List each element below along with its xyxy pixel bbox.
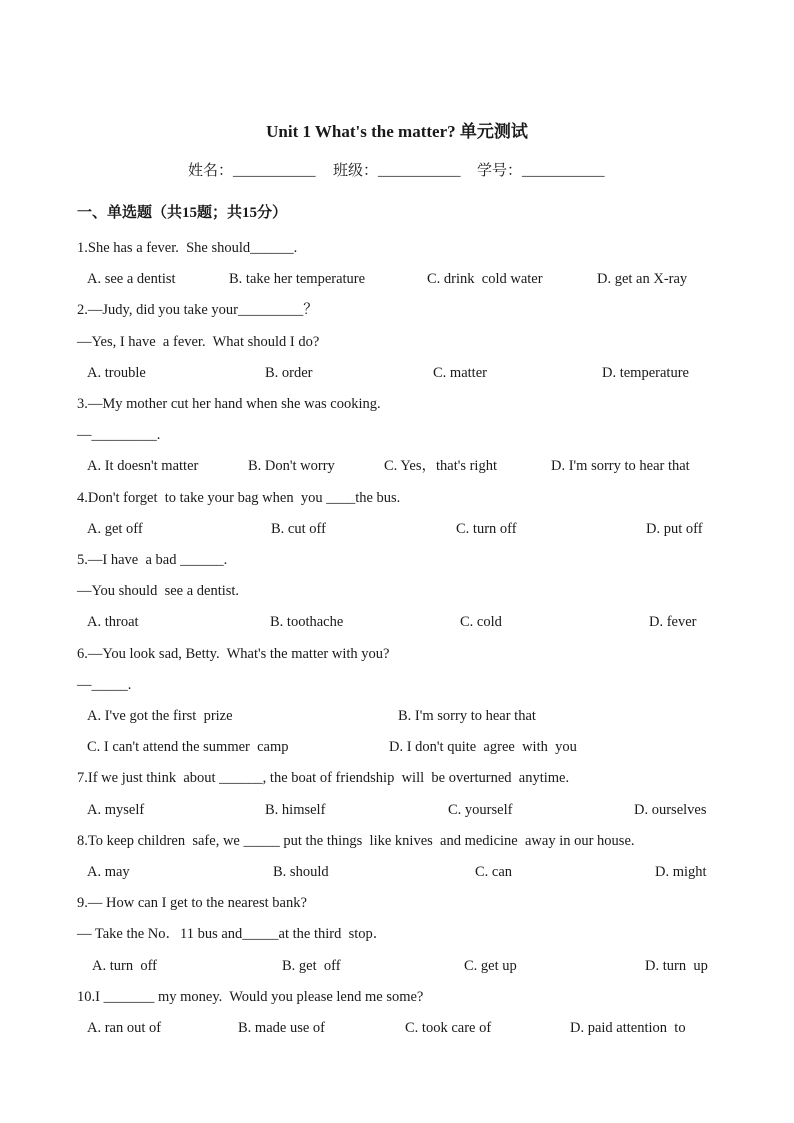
question-10-option-d: D. paid attention to bbox=[570, 1020, 686, 1036]
question-3-stem-line-2: —_________. bbox=[77, 427, 161, 443]
question-5-stem: 5.—I have a bad ______. bbox=[77, 552, 228, 568]
question-6-stem: 6.—You look sad, Betty. What's the matter with you? bbox=[77, 646, 390, 662]
question-3-option-a: A. It doesn't matter bbox=[87, 458, 199, 474]
name-field: 姓名：___________ bbox=[188, 163, 316, 179]
question-3-stem: 3.—My mother cut her hand when she was cooking. bbox=[77, 396, 381, 412]
question-2-option-c: C. matter bbox=[433, 365, 487, 381]
question-7-option-b: B. himself bbox=[265, 802, 326, 818]
question-6-option-c: C. I can't attend the summer camp bbox=[87, 739, 289, 755]
question-2-option-d: D. temperature bbox=[602, 365, 689, 381]
question-6-option-a: A. I've got the first prize bbox=[87, 708, 233, 724]
question-6-stem-line-2: —_____. bbox=[77, 677, 132, 693]
question-1-option-b: B. take her temperature bbox=[229, 271, 366, 287]
question-9-option-b: B. get off bbox=[282, 958, 341, 974]
question-2-option-a: A. trouble bbox=[87, 365, 146, 381]
question-1-stem: 1.She has a fever. She should______. bbox=[77, 240, 298, 256]
question-10-option-a: A. ran out of bbox=[87, 1020, 162, 1036]
question-8-option-a: A. may bbox=[87, 864, 130, 880]
question-5-option-b: B. toothache bbox=[270, 614, 344, 630]
question-3-option-d: D. I'm sorry to hear that bbox=[551, 458, 690, 474]
question-4-stem: 4.Don't forget to take your bag when you ____the bus. bbox=[77, 490, 401, 506]
student-info-row bbox=[0, 159, 794, 181]
question-5-stem-line-2: —You should see a dentist. bbox=[77, 583, 240, 599]
question-1-option-a: A. see a dentist bbox=[87, 271, 176, 287]
question-7-option-c: C. yourself bbox=[448, 802, 513, 818]
question-8-option-c: C. can bbox=[475, 864, 513, 880]
question-7-stem: 7.If we just think about ______, the boat of friendship will be overturned anytime. bbox=[77, 770, 570, 786]
question-4-option-d: D. put off bbox=[646, 521, 703, 537]
question-3-option-b: B. Don't worry bbox=[248, 458, 335, 474]
question-5-option-d: D. fever bbox=[649, 614, 697, 630]
question-9-stem-line-2: — Take the No．11 bus and_____at the third stop． bbox=[77, 926, 388, 942]
question-9-option-c: C. get up bbox=[464, 958, 517, 974]
question-4-option-b: B. cut off bbox=[271, 521, 326, 537]
question-3-option-c: C. Yes，that's right bbox=[384, 458, 497, 474]
question-4-option-a: A. get off bbox=[87, 521, 143, 537]
question-10-stem: 10.I _______ my money. Would you please lend me some? bbox=[77, 989, 424, 1005]
question-4-option-c: C. turn off bbox=[456, 521, 517, 537]
question-9-option-d: D. turn up bbox=[645, 958, 708, 974]
question-1-option-d: D. get an X-ray bbox=[597, 271, 688, 287]
question-8-stem: 8.To keep children safe, we _____ put the things like knives and medicine away in our house. bbox=[77, 833, 635, 849]
question-8-option-b: B. should bbox=[273, 864, 329, 880]
question-5-option-c: C. cold bbox=[460, 614, 502, 630]
question-6-option-d: D. I don't quite agree with you bbox=[389, 739, 577, 755]
student-number-field: 学号：___________ bbox=[477, 163, 605, 179]
class-field: 班级：___________ bbox=[333, 163, 461, 179]
question-2-stem-line-2: —Yes, I have a fever. What should I do? bbox=[77, 334, 320, 350]
section-title: 一、单选题（共15题；共15分） bbox=[77, 205, 288, 221]
question-7-option-a: A. myself bbox=[87, 802, 145, 818]
question-5-option-a: A. throat bbox=[87, 614, 139, 630]
question-2-stem: 2.—Judy, did you take your_________？ bbox=[77, 302, 318, 318]
question-1-option-c: C. drink cold water bbox=[427, 271, 543, 287]
question-7-option-d: D. ourselves bbox=[634, 802, 707, 818]
question-6-option-b: B. I'm sorry to hear that bbox=[398, 708, 536, 724]
question-2-option-b: B. order bbox=[265, 365, 313, 381]
question-8-option-d: D. might bbox=[655, 864, 707, 880]
question-9-stem: 9.— How can I get to the nearest bank? bbox=[77, 895, 307, 911]
page-title: Unit 1 What's the matter? 单元测试 bbox=[266, 122, 528, 141]
question-10-option-b: B. made use of bbox=[238, 1020, 325, 1036]
question-10-option-c: C. took care of bbox=[405, 1020, 492, 1036]
question-9-option-a: A. turn off bbox=[92, 958, 157, 974]
